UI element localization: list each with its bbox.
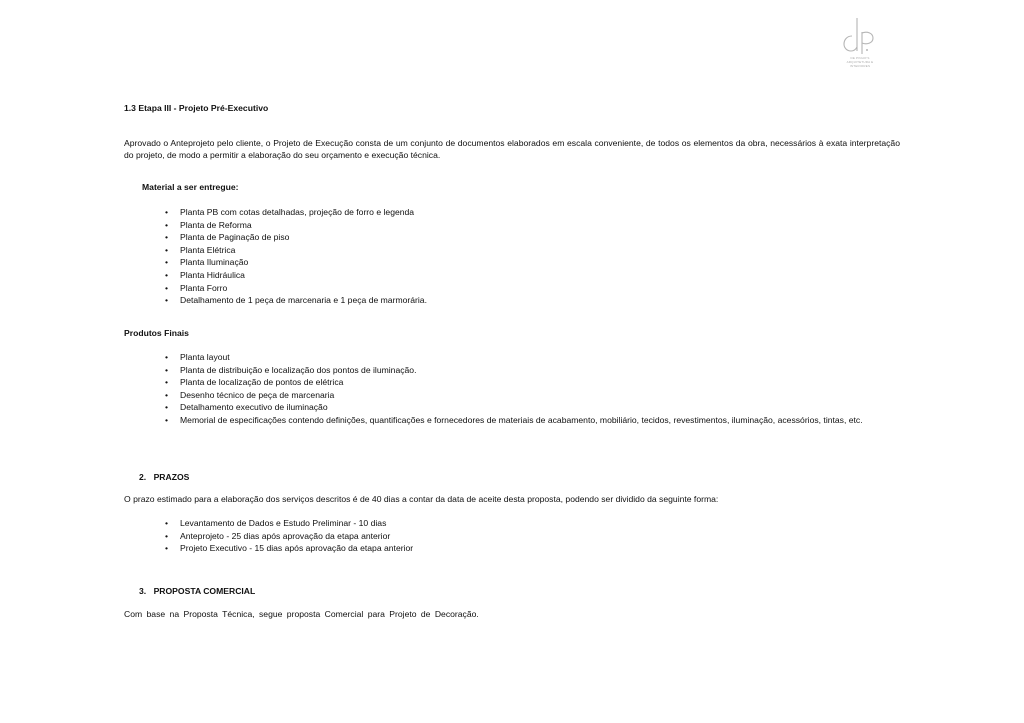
bullet: •: [165, 364, 169, 375]
list-item: • Planta Iluminação: [165, 257, 249, 268]
logo-name-line1: DE PINHO'S: [850, 56, 870, 60]
material-list: [165, 206, 865, 307]
bullet: •: [165, 414, 169, 425]
prazos-paragraph: O prazo estimado para a elaboração dos serviços descritos é de 40 dias a contar da data de aceite desta proposta, podendo ser dividido da seguinte forma:: [124, 494, 719, 504]
section-number: 3.: [139, 586, 147, 596]
products-heading: Produtos Finais: [124, 328, 189, 338]
proposta-paragraph: Com base na Proposta Técnica, segue proposta Comercial para Projeto de Decoração.: [124, 609, 479, 619]
prazos-list: [165, 517, 865, 555]
list-item: • Memorial de especificações contendo definições, quantificações e fornecedores de materiais de acabamento, mobiliário, tecidos, revestimentos, iluminação, acessórios, tintas, etc.: [165, 414, 863, 425]
list-item: • Levantamento de Dados e Estudo Preliminar - 10 dias: [165, 518, 387, 528]
list-item: • Planta de localização de pontos de elétrica: [165, 377, 344, 388]
section-number: 2.: [139, 472, 147, 482]
bullet: •: [165, 518, 169, 528]
bullet: •: [165, 377, 169, 388]
list-item: • Planta de distribuição e localização dos pontos de iluminação.: [165, 364, 417, 375]
bullet: •: [165, 352, 169, 362]
list-item: • Projeto Executivo - 15 dias após aprovação da etapa anterior: [165, 543, 414, 554]
list-item: • Detalhamento executivo de iluminação: [165, 402, 328, 413]
company-logo: [838, 14, 882, 68]
products-list: [165, 351, 901, 427]
list-item: • Anteprojeto - 25 dias após aprovação da etapa anterior: [165, 530, 391, 541]
bullet: •: [165, 402, 169, 413]
section-heading-text: PROPOSTA COMERCIAL: [153, 586, 256, 596]
bullet: •: [165, 269, 169, 280]
list-item: • Detalhamento de 1 peça de marcenaria e 1 peça de marmorária.: [165, 295, 427, 306]
bullet: •: [165, 389, 169, 400]
list-item: • Planta de Paginação de piso: [165, 232, 290, 243]
monogram-logo-icon: [838, 14, 882, 54]
list-item: • Planta de Reforma: [165, 219, 252, 230]
material-heading: Material a ser entregue:: [142, 182, 239, 192]
bullet: •: [165, 282, 169, 293]
list-item: • Planta layout: [165, 352, 230, 362]
bullet: •: [165, 232, 169, 243]
bullet: •: [165, 530, 169, 541]
list-item: • Planta Hidráulica: [165, 269, 245, 280]
list-item: • Desenho técnico de peça de marcenaria: [165, 389, 335, 400]
list-item: • Planta Forro: [165, 282, 228, 293]
logo-name-line2: ARQUITETURA E INTERIORES: [846, 60, 874, 68]
section-heading-text: PRAZOS: [153, 472, 190, 482]
bullet: •: [165, 207, 169, 217]
proposta-heading: [139, 586, 255, 596]
bullet: •: [165, 257, 169, 268]
prazos-heading: [139, 472, 189, 482]
bullet: •: [165, 244, 169, 255]
list-item: • Planta Elétrica: [165, 244, 236, 255]
intro-paragraph: Aprovado o Anteprojeto pelo cliente, o Projeto de Execução consta de um conjunto de documentos elaborados em escala conveniente, de todos os elementos da obra, necessários à exata interpretação do projeto, de modo a permitir a elaboração do seu orçamento e execução técnica.: [124, 138, 900, 160]
bullet: •: [165, 219, 169, 230]
bullet: •: [165, 543, 169, 554]
section-title: 1.3 Etapa III - Projeto Pré-Executivo: [124, 103, 269, 113]
list-item: • Planta PB com cotas detalhadas, projeção de forro e legenda: [165, 207, 415, 217]
bullet: •: [165, 295, 169, 306]
